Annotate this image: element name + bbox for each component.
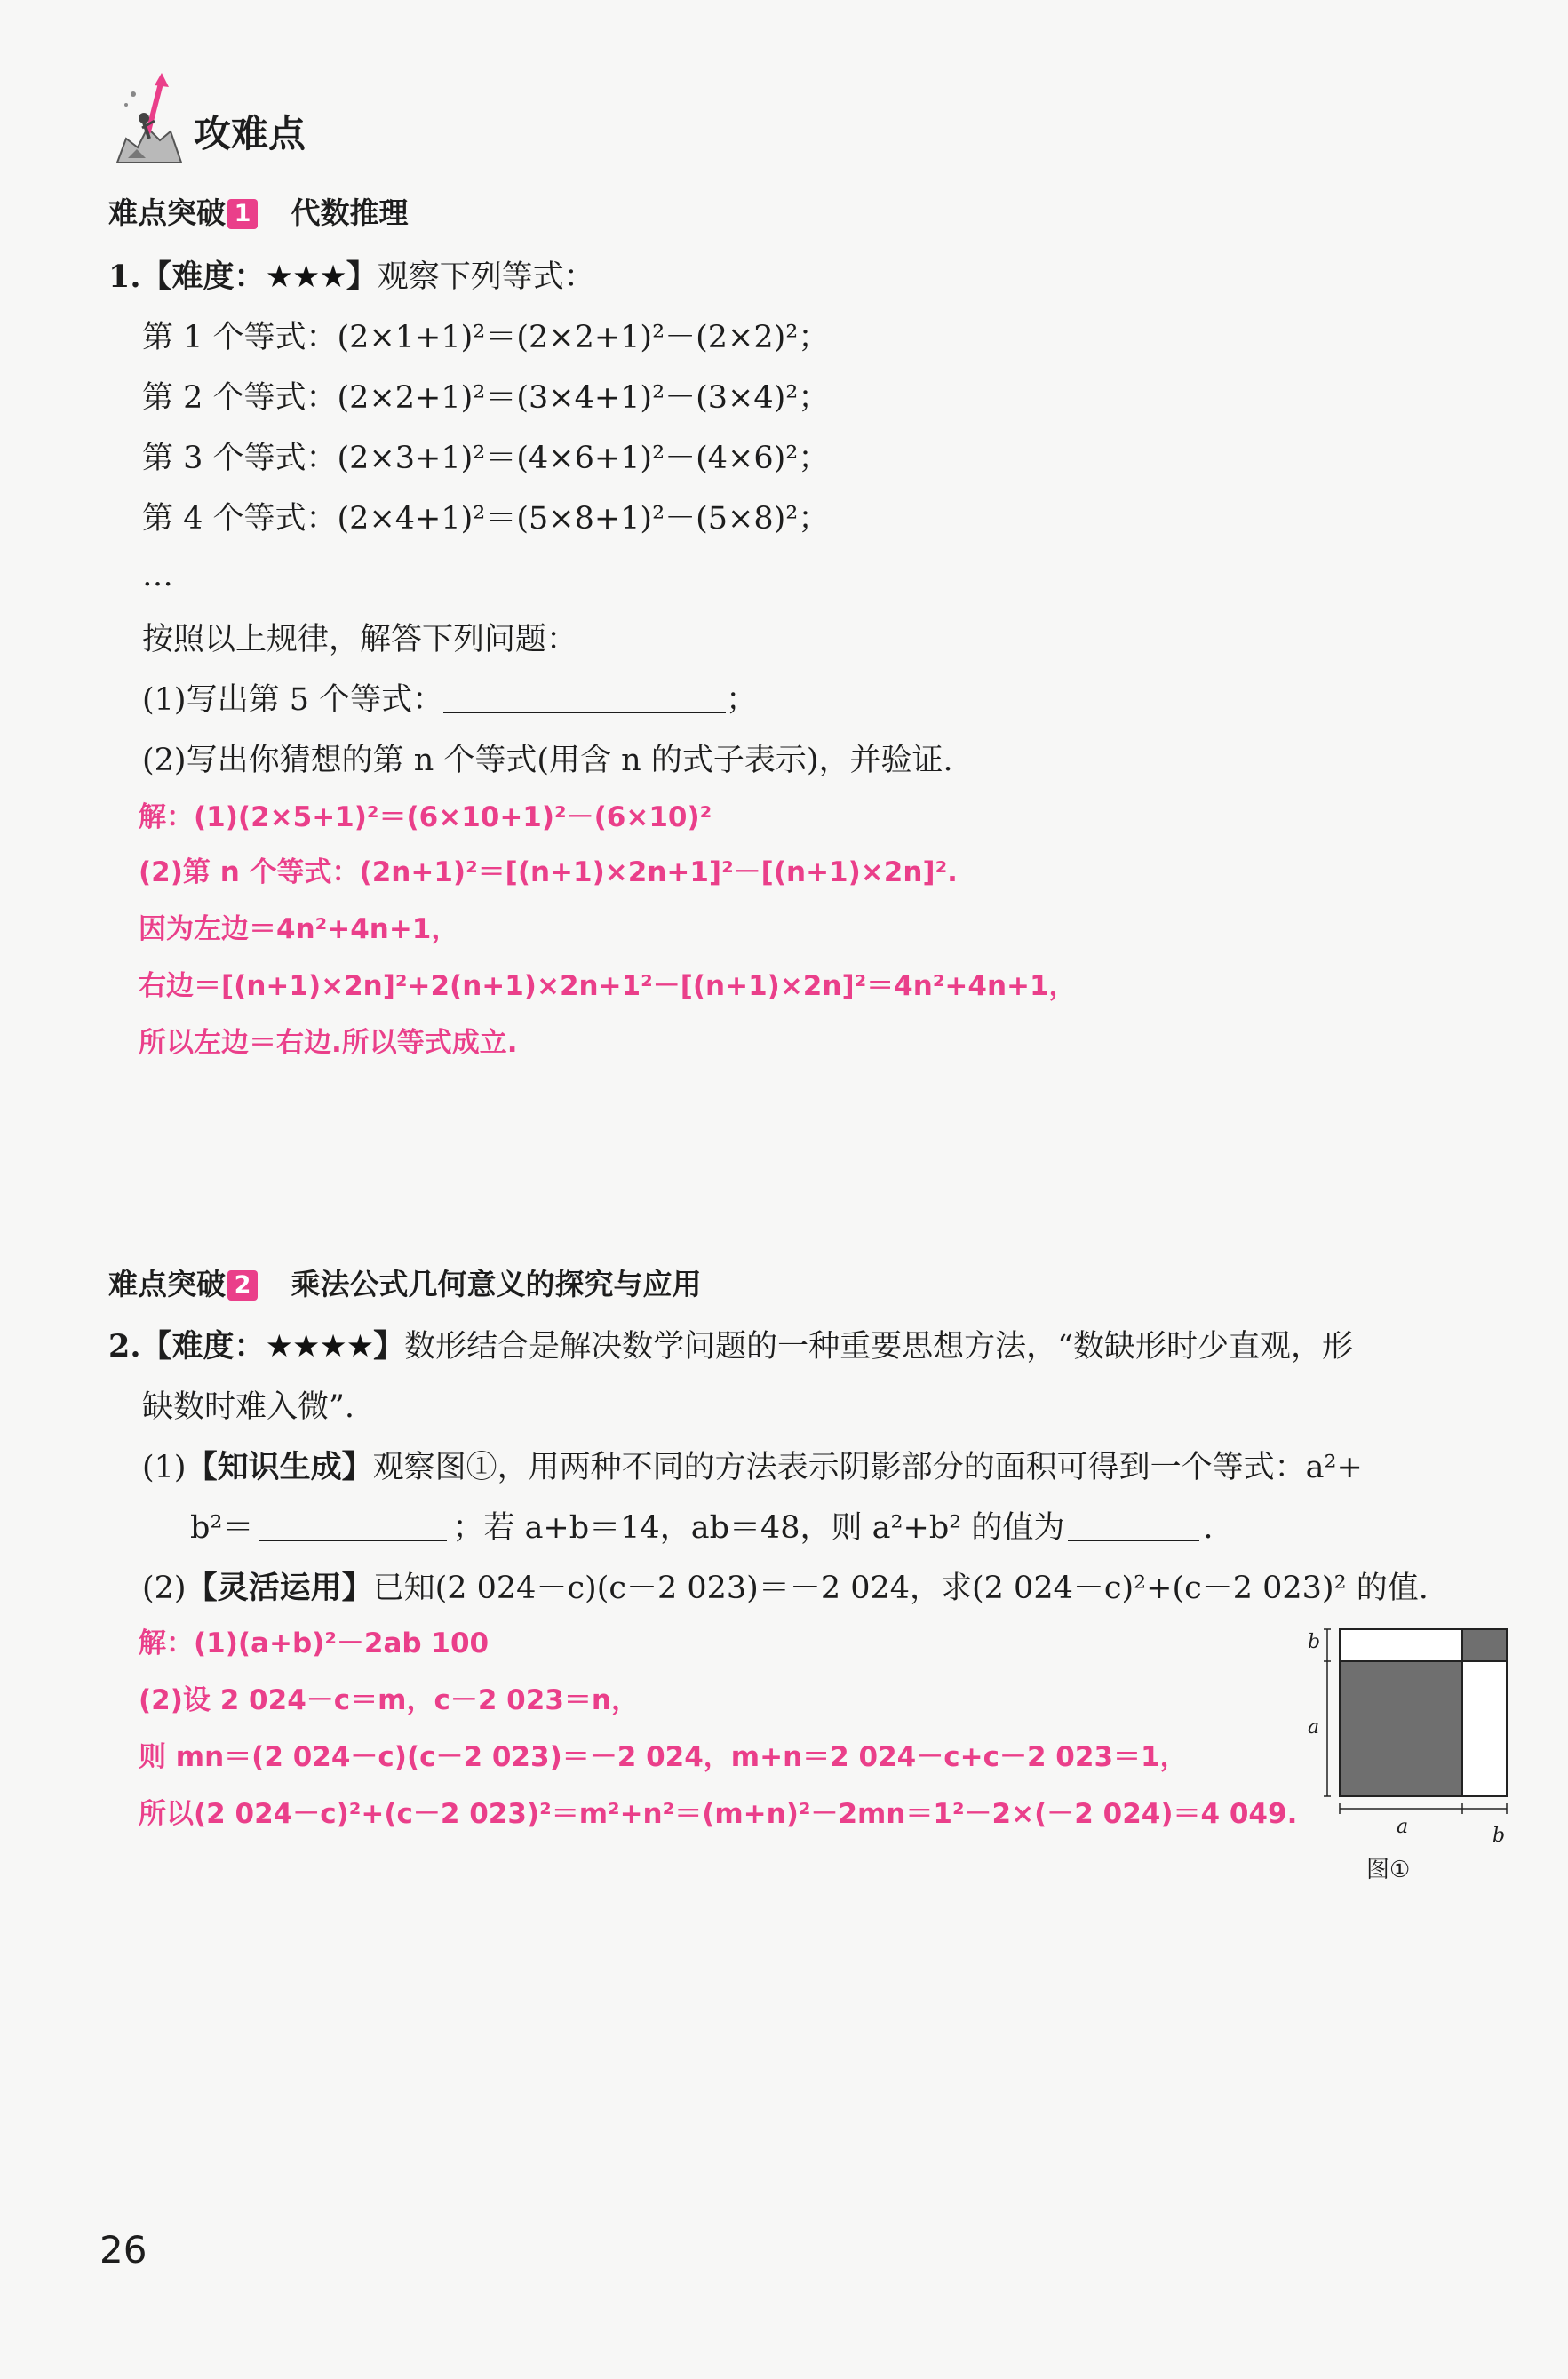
question-2-part-1-cont	[190, 1508, 1214, 1548]
difficulty-open: 【难度：	[140, 259, 266, 295]
section-badge: 1	[227, 199, 258, 229]
equation-line: 第 2 个等式：(2×2+1)²＝(3×4+1)²－(3×4)²；	[142, 380, 830, 416]
climber-icon	[108, 69, 188, 167]
part-1-cont-a: b²＝	[190, 1510, 254, 1546]
answer-line: 右边＝[(n+1)×2n]²+2(n+1)×2n+1²－[(n+1)×2n]²＝4n²+4n+1，	[139, 970, 1077, 1002]
instruction: 按照以上规律，解答下列问题：	[142, 622, 578, 657]
question-2-part-2	[142, 1569, 1429, 1608]
equation-line: 第 1 个等式：(2×1+1)²＝(2×2+1)²－(2×2)²；	[142, 320, 830, 355]
question-1-part-2: (2)写出你猜想的第 n 个等式(用含 n 的式子表示)，并验证.	[142, 743, 953, 778]
answer-line: 解：(1)(2×5+1)²＝(6×10+1)²－(6×10)²	[139, 801, 712, 833]
answer-blank[interactable]	[1068, 1513, 1199, 1541]
answer-line: (2)设 2 024－c＝m，c－2 023＝n，	[139, 1684, 639, 1716]
section-badge: 2	[227, 1270, 258, 1301]
question-stem-line1: 数形结合是解决数学问题的一种重要思想方法，“数缺形时少直观，形	[404, 1329, 1353, 1365]
label-b-side: b	[1308, 1631, 1321, 1653]
answer-line: 因为左边＝4n²+4n+1，	[139, 913, 459, 945]
ellipsis: …	[142, 558, 173, 593]
question-number: 2.	[108, 1328, 141, 1365]
part-1-cont-end: .	[1203, 1510, 1214, 1546]
label-b-bottom: b	[1492, 1825, 1506, 1847]
answer-blank[interactable]	[443, 685, 726, 713]
question-1-stem	[108, 258, 595, 297]
answer-line: 所以左边＝右边.所以等式成立.	[139, 1027, 518, 1059]
section-heading-label: 难点突破	[108, 1267, 226, 1301]
section-topic: 乘法公式几何意义的探究与应用	[291, 1267, 702, 1301]
section-heading-label: 难点突破	[108, 195, 226, 230]
difficulty-close: 】	[373, 1329, 405, 1365]
section-heading-2	[108, 1265, 702, 1304]
question-number: 1.	[108, 259, 141, 295]
part-1-cont-b: ；若 a+b＝14，ab＝48，则 a²+b² 的值为	[452, 1510, 1065, 1546]
difficulty-stars: ★★★★	[265, 1329, 374, 1365]
page-title: 攻难点	[194, 112, 306, 155]
answer-blank[interactable]	[259, 1513, 447, 1541]
part-1-end: ；	[726, 682, 758, 718]
label-a-side: a	[1308, 1716, 1320, 1738]
part-2-text: 已知(2 024－c)(c－2 023)＝－2 024，求(2 024－c)²+(c－2 023)² 的值.	[372, 1571, 1429, 1606]
answer-line: (2)第 n 个等式：(2n+1)²＝[(n+1)×2n+1]²－[(n+1)×2n]².	[139, 856, 958, 888]
part-1-text: 观察图①，用两种不同的方法表示阴影部分的面积可得到一个等式：a²+	[372, 1450, 1363, 1485]
section-heading-1	[108, 194, 409, 233]
part-label: (2)	[142, 1571, 187, 1606]
figure-caption: 图①	[1366, 1857, 1411, 1883]
answer-line: 则 mn＝(2 024－c)(c－2 023)＝－2 024，m+n＝2 024－c+c－2 023＝1，	[139, 1741, 1188, 1773]
part-tag: 【灵活运用】	[186, 1571, 373, 1606]
answer-line: 解：(1)(a+b)²－2ab 100	[139, 1627, 490, 1659]
difficulty-close: 】	[346, 259, 378, 295]
part-label: (1)	[142, 1450, 187, 1485]
question-prompt: 观察下列等式：	[377, 259, 595, 295]
question-1-part-1	[142, 680, 757, 720]
question-2-stem-line2: 缺数时难入微”.	[142, 1389, 355, 1425]
answer-line: 所以(2 024－c)²+(c－2 023)²＝m²+n²＝(m+n)²－2mn＝1²－2×(－2 024)＝4 049.	[139, 1798, 1298, 1830]
part-1-text: (1)写出第 5 个等式：	[142, 682, 444, 718]
section-topic: 代数推理	[291, 195, 409, 230]
question-2-stem	[108, 1327, 1353, 1366]
figure-1	[1304, 1627, 1517, 1885]
question-2-part-1	[142, 1448, 1363, 1487]
equation-line: 第 4 个等式：(2×4+1)²＝(5×8+1)²－(5×8)²；	[142, 501, 830, 537]
equation-line: 第 3 个等式：(2×3+1)²＝(4×6+1)²－(4×6)²；	[142, 441, 830, 476]
part-tag: 【知识生成】	[186, 1450, 373, 1485]
label-a-bottom: a	[1397, 1816, 1409, 1838]
difficulty-open: 【难度：	[140, 1329, 266, 1365]
difficulty-stars: ★★★	[265, 259, 346, 295]
square-diagram	[1304, 1627, 1517, 1850]
page-number: 26	[99, 2228, 147, 2272]
